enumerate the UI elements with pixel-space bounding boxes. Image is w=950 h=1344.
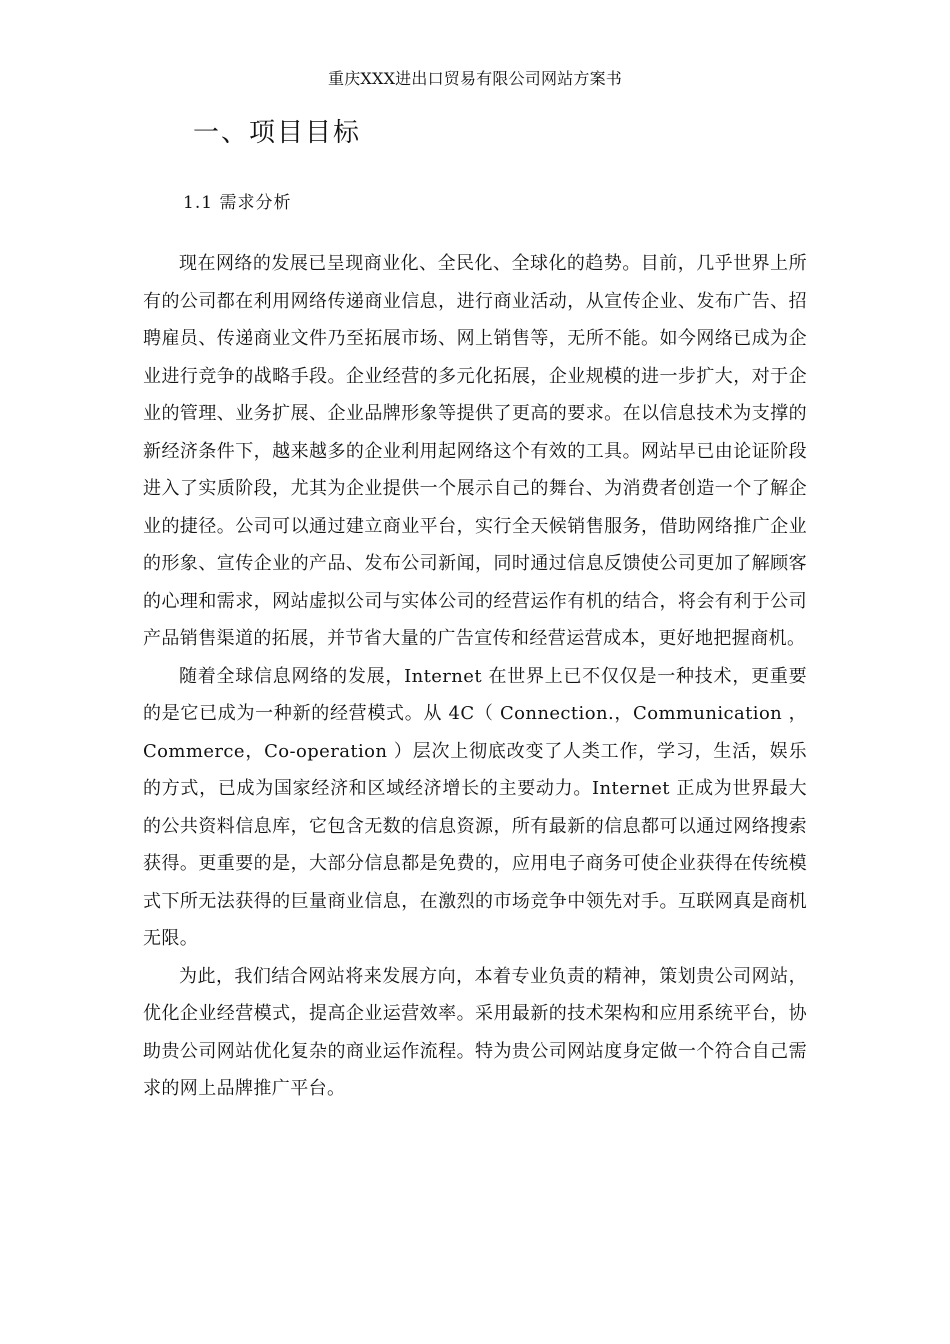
section-title: 一、项目目标 — [193, 118, 362, 148]
running-header: 重庆XXX进出口贸易有限公司网站方案书 — [328, 69, 622, 88]
body-text — [143, 245, 807, 1108]
paragraph: 为此，我们结合网站将来发展方向，本着专业负责的精神，策划贵公司网站，优化企业经营模式，提高企业运营效率。采用最新的技术架构和应用系统平台，协助贵公司网站优化复杂的商业运作流程。特为贵公司网站度身定做一个符合自己需求的网上品牌推广平台。 — [143, 965, 807, 1099]
paragraph: 现在网络的发展已呈现商业化、全民化、全球化的趋势。目前，几乎世界上所有的公司都在利用网络传递商业信息，进行商业活动，从宣传企业、发布广告、招聘雇员、传递商业文件乃至拓展市场、网上销售等，无所不能。如今网络已成为企业进行竞争的战略手段。企业经营的多元化拓展，企业规模的进一步扩大，对于企业的管理、业务扩展、企业品牌形象等提供了更高的要求。在以信息技术为支撑的新经济条件下，越来越多的企业利用起网络这个有效的工具。网站早已由论证阶段进入了实质阶段，尤其为企业提供一个展示自己的舞台、为消费者创造一个了解企业的捷径。公司可以通过建立商业平台，实行全天候销售服务，借助网络推广企业的形象、宣传企业的产品、发布公司新闻，同时通过信息反馈使公司更加了解顾客的心理和需求，网站虚拟公司与实体公司的经营运作有机的结合，将会有利于公司产品销售渠道的拓展，并节省大量的广告宣传和经营运营成本，更好地把握商机。 — [143, 253, 807, 649]
subsection-title: 1.1 需求分析 — [183, 193, 292, 213]
paragraph: 随着全球信息网络的发展，Internet 在世界上已不仅仅是一种技术，更重要的是它已成为一种新的经营模式。从 4C（ Connection.，Communication ，Commerce，Co-operation ）层次上彻底改变了人类工作，学习，生活，娱乐的方式，已成为国家经济和区域经济增长的主要动力。Internet 正成为世界最大的公共资料信息库，它包含无数的信息资源，所有最新的信息都可以通过网络搜索获得。更重要的是，大部分信息都是免费的，应用电子商务可使企业获得在传统模式下所无法获得的巨量商业信息，在激烈的市场竞争中领先对手。互联网真是商机无限。 — [143, 665, 807, 949]
